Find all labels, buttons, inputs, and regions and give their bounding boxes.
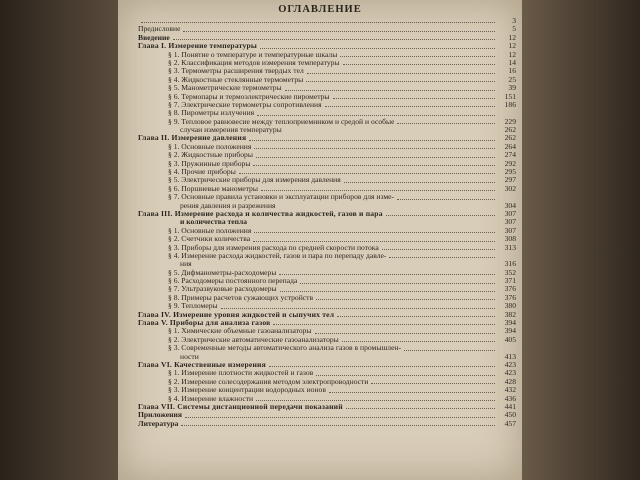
toc-entry-title: § 8. Примеры расчетов сужающих устройств [168, 293, 314, 302]
toc-entry [138, 302, 516, 310]
toc-entry [138, 227, 516, 235]
toc-entry-page: 307 [504, 208, 516, 218]
toc-entry [138, 51, 516, 59]
dot-leader [306, 81, 495, 82]
dot-leader [279, 274, 495, 275]
dot-leader [269, 366, 495, 367]
dot-leader [261, 190, 495, 191]
toc-entry-page: 12 [508, 32, 516, 42]
toc-entry-page: 394 [504, 326, 516, 336]
toc-entry-page: 432 [504, 385, 516, 395]
toc-entry [138, 395, 516, 403]
dot-leader [253, 241, 495, 242]
toc-entry-title: § 3. Измерение концентрации водородных ионов [168, 386, 326, 395]
toc-entry-title: Приложения [138, 411, 183, 420]
dot-leader [183, 31, 495, 32]
toc-entry-title: § 9. Тепловое равновесие между теплоприемником и средой и особые [168, 117, 395, 126]
toc-entry-title: § 8. Пирометры излучения [168, 109, 255, 118]
toc-entry-title: § 4. Измерение расхода жидкостей, газов и пара по перепаду давле- [168, 251, 387, 260]
toc-entry-title: § 7. Основные правила установки и эксплуатации приборов для изме- [168, 193, 395, 202]
toc-entry-page: 352 [504, 267, 516, 277]
dot-leader [273, 324, 495, 325]
toc-entry [138, 34, 516, 42]
toc-entry-page: 307 [504, 225, 516, 235]
toc-entry-title: рения давления и разрежения [180, 201, 276, 210]
toc-entry [138, 202, 516, 210]
dot-leader [239, 173, 495, 174]
toc-entry-title: § 4. Прочие приборы [168, 168, 236, 177]
toc-entry-title: § 2. Классификация методов измерения температуры [168, 58, 340, 67]
toc-entry-title: § 1. Основные положения [168, 142, 252, 151]
toc-entry [138, 218, 516, 226]
toc-entry-title: Глава I. Измерение температуры [138, 42, 258, 51]
toc-entry [138, 151, 516, 159]
toc-entry-page: 297 [504, 175, 516, 185]
toc-entry-title: Глава VI. Качественные измерения [138, 361, 266, 369]
toc-entry [138, 17, 516, 25]
toc-entry-title: § 3. Термометры расширения твердых тел [168, 67, 304, 76]
dot-leader [325, 106, 495, 107]
toc-entry-title: § 3. Современные методы автоматического анализа газов в промышлен- [168, 344, 402, 353]
toc-entry-page: 307 [504, 217, 516, 227]
dot-leader [249, 140, 495, 141]
toc-entry-page: 376 [504, 284, 516, 294]
dot-leader [185, 417, 495, 418]
left-page-edge [0, 0, 118, 480]
dot-leader [254, 148, 495, 149]
dot-leader [371, 383, 495, 384]
toc-entry [138, 185, 516, 193]
toc-entry-title: § 3. Приборы для измерения расхода по средней скорости потока [168, 243, 379, 252]
dot-leader [181, 425, 495, 426]
toc-entry [138, 294, 516, 302]
toc-entry-title: § 6. Расходомеры постоянного перепада [168, 277, 298, 286]
toc-entry-page: 151 [504, 91, 516, 101]
dot-leader [397, 199, 495, 200]
toc-entry-title: Введение [138, 33, 170, 42]
toc-entry-page: 316 [504, 259, 516, 269]
toc-entry [138, 84, 516, 92]
toc-entry [138, 134, 516, 142]
toc-entry-page: 450 [504, 410, 516, 420]
toc-entry-title: Глава III. Измерение расхода и количества жидкостей, газов и пара [138, 209, 383, 218]
toc-entry [138, 277, 516, 285]
toc-entry [138, 118, 516, 126]
toc-entry [138, 269, 516, 277]
dot-leader [315, 333, 495, 334]
toc-entry-title: § 5. Дифманометры-расходомеры [168, 268, 277, 277]
toc-entry-title: Глава II. Измерение давления [138, 134, 247, 143]
dot-leader [256, 400, 495, 401]
toc-entry [138, 193, 516, 201]
table-of-contents [138, 17, 516, 428]
toc-entry-title: § 5. Манометрические термометры [168, 84, 282, 93]
toc-entry-title: и количества тепла [180, 218, 248, 227]
dot-leader [253, 165, 495, 166]
dot-leader [329, 392, 495, 393]
toc-entry-title: § 4. Измерение влажности [168, 394, 254, 403]
toc-entry-page: 16 [508, 66, 516, 76]
toc-entry-title: § 2. Электрические автоматические газоанализаторы [168, 335, 339, 344]
toc-entry [138, 67, 516, 75]
toc-entry [138, 327, 516, 335]
toc-entry [138, 59, 516, 67]
toc-entry-title: Глава VII. Системы дистанционной передачи показаний [138, 402, 343, 411]
toc-entry [138, 252, 516, 260]
dot-leader [333, 98, 495, 99]
toc-entry-title: случаи измерения температуры [180, 126, 282, 135]
dot-leader [256, 157, 495, 158]
toc-entry [138, 126, 516, 134]
toc-entry-page: 229 [504, 116, 516, 126]
toc-entry [138, 411, 516, 419]
toc-entry-page: 441 [504, 401, 516, 411]
dot-leader [260, 48, 495, 49]
toc-entry-page: 423 [504, 360, 516, 369]
toc-entry [138, 260, 516, 268]
toc-entry-page: 436 [504, 393, 516, 403]
toc-entry-page: 262 [504, 133, 516, 143]
toc-entry-page: 313 [504, 242, 516, 252]
toc-entry-page: 274 [504, 150, 516, 160]
dot-leader [285, 90, 495, 91]
dot-leader [254, 232, 495, 233]
toc-entry [138, 286, 516, 294]
toc-entry-page: 371 [504, 276, 516, 286]
dot-leader [316, 375, 495, 376]
toc-entry-title: Глава IV. Измерение уровня жидкостей и сыпучих тел [138, 310, 335, 319]
toc-entry [138, 420, 516, 428]
dot-leader [346, 408, 495, 409]
toc-entry-title: ности [180, 352, 199, 361]
toc-entry-title: § 7. Ультразвуковые расходомеры [168, 285, 277, 294]
toc-entry [138, 378, 516, 386]
toc-entry [138, 319, 516, 327]
toc-entry-title: § 5. Электрические приборы для измерения давления [168, 176, 341, 185]
toc-entry-title: § 9. Тепломеры [168, 302, 218, 311]
dot-leader [382, 249, 495, 250]
toc-entry [138, 93, 516, 101]
dot-leader [307, 73, 495, 74]
toc-entry-page: 292 [504, 158, 516, 168]
toc-entry-title: § 3. Пружинные приборы [168, 159, 251, 168]
toc-entry-title: § 2. Измерение солесодержания методом электропроводности [168, 377, 369, 386]
toc-entry-page: 304 [504, 200, 516, 210]
toc-entry [138, 160, 516, 168]
toc-entry-page: 264 [504, 141, 516, 151]
toc-entry-page: 423 [504, 368, 516, 378]
toc-entry-title: ния [180, 260, 192, 269]
dot-leader [141, 22, 495, 23]
toc-entry-page: 457 [504, 418, 516, 428]
toc-entry [138, 369, 516, 377]
toc-entry [138, 143, 516, 151]
dot-leader [173, 39, 495, 40]
toc-entry-page: 428 [504, 376, 516, 386]
toc-entry-title: § 1. Понятие о температуре и температурные шкалы [168, 50, 338, 59]
toc-entry [138, 176, 516, 184]
toc-entry [138, 101, 516, 109]
toc-entry [138, 210, 516, 218]
toc-entry [138, 361, 516, 369]
toc-entry [138, 76, 516, 84]
toc-entry-title: Предисловие [138, 25, 181, 34]
toc-entry-page: 25 [508, 74, 516, 84]
toc-entry-page: 186 [504, 99, 516, 109]
toc-entry-title: § 2. Жидкостные приборы [168, 151, 253, 160]
dot-leader [257, 115, 495, 116]
book-page [118, 0, 522, 480]
toc-entry-page: 380 [504, 301, 516, 311]
toc-entry [138, 109, 516, 117]
toc-entry-title: § 4. Жидкостные стеклянные термометры [168, 75, 304, 84]
dot-leader [300, 283, 495, 284]
toc-entry-page: 39 [508, 83, 516, 93]
toc-entry-title: § 6. Поршневые манометры [168, 184, 258, 193]
dot-leader [280, 291, 495, 292]
toc-entry [138, 168, 516, 176]
dot-leader [386, 215, 495, 216]
dot-leader [344, 182, 495, 183]
toc-entry-page: 12 [508, 49, 516, 59]
dot-leader [316, 299, 495, 300]
toc-entry-title: § 6. Термопары и термоэлектрические пирометры [168, 92, 330, 101]
toc-entry-title: § 2. Счетчики количества [168, 235, 251, 244]
dot-leader [389, 257, 495, 258]
dot-leader [404, 350, 495, 351]
toc-entry-page: 394 [504, 318, 516, 328]
toc-entry-page: 405 [504, 334, 516, 344]
toc-entry-page: 295 [504, 167, 516, 177]
dot-leader [340, 56, 495, 57]
dot-leader [397, 123, 495, 124]
toc-entry [138, 386, 516, 394]
toc-entry [138, 403, 516, 411]
toc-entry [138, 244, 516, 252]
toc-entry-page: 5 [512, 24, 516, 34]
toc-entry [138, 25, 516, 33]
toc-entry [138, 311, 516, 319]
toc-entry [138, 42, 516, 50]
right-page-edge [522, 0, 640, 480]
toc-entry-page: 262 [504, 125, 516, 135]
toc-entry-title: Глава V. Приборы для анализа газов [138, 319, 271, 328]
dot-leader [342, 341, 495, 342]
dot-leader [221, 308, 495, 309]
toc-entry [138, 235, 516, 243]
toc-entry-title: § 1. Измерение плотности жидкостей и газов [168, 369, 314, 378]
toc-entry [138, 336, 516, 344]
dot-leader [343, 64, 495, 65]
dot-leader [337, 316, 495, 317]
toc-entry-page: 382 [504, 309, 516, 319]
page-title: ОГЛАВЛЕНИЕ [278, 4, 362, 15]
toc-entry-page: 12 [508, 41, 516, 51]
toc-entry-title: § 7. Электрические термометры сопротивления [168, 100, 322, 109]
toc-entry [138, 344, 516, 352]
toc-entry-page: 14 [508, 57, 516, 67]
toc-entry-title: § 1. Основные положения [168, 226, 252, 235]
toc-entry-title: Литература [138, 419, 179, 428]
toc-entry [138, 353, 516, 361]
toc-entry-page: 308 [504, 234, 516, 244]
toc-entry-page: 302 [504, 183, 516, 193]
toc-entry-page: 376 [504, 292, 516, 302]
toc-entry-page: 3 [512, 15, 516, 25]
toc-entry-page: 413 [504, 351, 516, 361]
toc-entry-title: § 1. Химические объемные газоанализаторы [168, 327, 312, 336]
